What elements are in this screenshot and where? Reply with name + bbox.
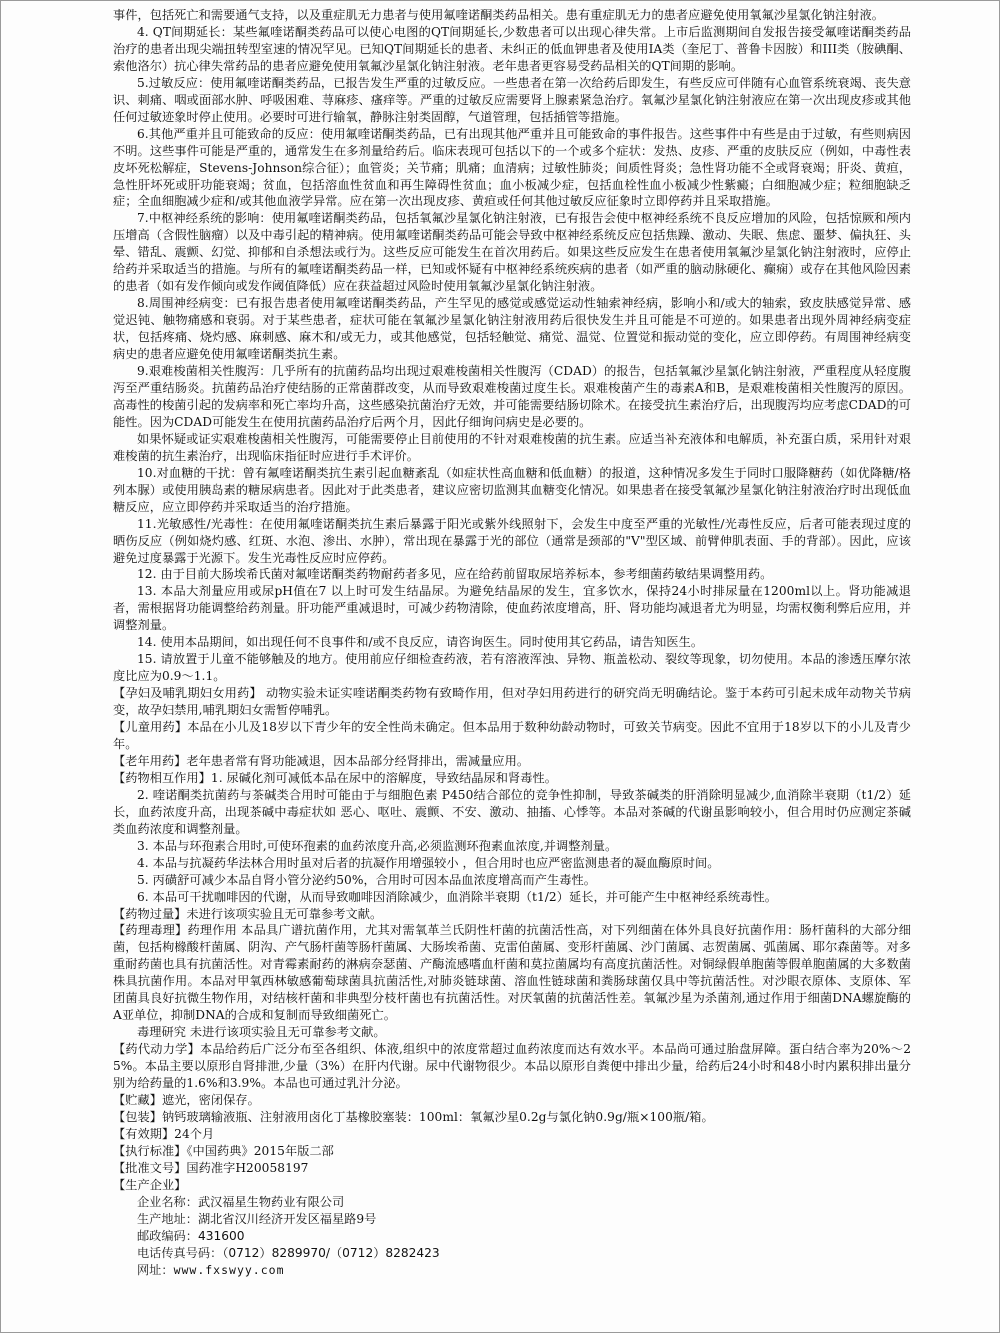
paragraph: 【药理毒理】药理作用 本品具广谱抗菌作用，尤其对需氧革兰氏阴性杆菌的抗菌活性高，对下列细菌在体外具良好抗菌作用：肠杆菌科的大部分细菌，包括枸橼酸杆菌属、阴沟、产气肠杆菌等肠杆菌属、大肠埃希菌、克雷伯菌属、变形杆菌属、沙门菌属、志贺菌属、弧菌属、耶尔森菌等。对多重耐药菌也具有抗菌活性。对青霉素耐药的淋病奈瑟菌、产酶流感嗜血杆菌和莫拉菌属均有高度抗菌活性。对铜绿假单胞菌等假单胞菌属的大多数菌株具抗菌作用。本品对甲氧西林敏感葡萄球菌具抗菌活性,对肺炎链球菌、溶血性链球菌和粪肠球菌仅具中等抗菌活性。对沙眼衣原体、支原体、军团菌具良好抗微生物作用，对结核杆菌和非典型分枝杆菌也有抗菌活性。对厌氧菌的抗菌活性差。氧氟沙星为杀菌剂,通过作用于细菌DNA螺旋酶的A亚单位，抑制DNA的合成和复制而导致细菌死亡。	[113, 923, 911, 1023]
paragraph: 【孕妇及哺乳期妇女用药】 动物实验未证实喹诺酮类药物有致畸作用，但对孕妇用药进行的研究尚无明确结论。鉴于本药可引起未成年动物关节病变，故孕妇禁用,哺乳期妇女需暂停哺乳。	[113, 686, 911, 718]
paragraph: 14. 使用本品期间，如出现任何不良事件和/或不良反应，请咨询医生。同时使用其它药品，请告知医生。	[137, 635, 704, 650]
company-website-label: 网址：	[137, 1262, 174, 1277]
paragraph: 10.对血糖的干扰：曾有氟喹诺酮类抗生素引起血糖紊乱（如症状性高血糖和低血糖）的报道，这种情况多发生于同时口服降糖药（如优降糖/格列本脲）或使用胰岛素的糖尿病患者。因此对于此类患者，建议应密切监测其血糖变化情况。如果患者在接受氧氟沙星氯化钠注射液治疗时出现低血糖反应，应立即停药并采取适当的治疗措施。	[113, 465, 911, 514]
company-postcode	[113, 1228, 911, 1245]
paragraph: 6.其他严重并且可能致命的反应：使用氟喹诺酮类药品，已有出现其他严重并且可能致命的事件报告。这些事件中有些是由于过敏，有些则病因不明。这些事件可能是严重的，通常发生在多剂量给药后。临床表现可包括以下的一个或多个症状：发热、皮疹、严重的皮肤反应（例如，中毒性表皮坏死松解症，Stevens-Johnson综合征）；血管炎；关节痛；肌痛；血清病；过敏性肺炎；间质性肾炎；急性肾功能不全或肾衰竭；肝炎、黄疸，急性肝坏死或肝功能衰竭；贫血，包括溶血性贫血和再生障碍性贫血；血小板减少症，包括血栓性血小板减少性紫癜；白细胞减少症；粒细胞缺乏症；全血细胞减少症和/或其他血液学异常。应在第一次出现皮疹、黄疸或任何其他过敏反应征象时立即停药并且采取措施。	[113, 126, 911, 209]
paragraph: 【有效期】24个月	[113, 1126, 215, 1141]
company-website	[113, 1262, 911, 1279]
company-name	[113, 1194, 911, 1211]
company-website-value: www.fxswyy.com	[173, 1262, 285, 1277]
company-address-value: 湖北省汉川经济开发区福星路9号	[197, 1211, 377, 1226]
paragraph: 4. QT间期延长：某些氟喹诺酮类药品可以使心电图的QT间期延长,少数患者可以出现心律失常。上市后监测期间自发报告接受氟喹诺酮类药品治疗的患者出现尖端扭转型室速的情况罕见。已知QT间期延长的患者、未纠正的低血钾患者及使用IA类（奎尼丁、普鲁卡因胺）和III类（胺碘酮、索他洛尔）抗心律失常药品的患者应避免使用氧氟沙星氯化钠注射液。老年患者更容易受药品相关的QT间期的影响。	[113, 24, 911, 73]
company-name-value: 武汉福星生物药业有限公司	[197, 1194, 345, 1209]
company-phone-value: （0712）8289970/（0712）8282423	[222, 1245, 440, 1260]
company-address-label: 生产地址：	[137, 1211, 198, 1226]
paragraph: 【药物过量】未进行该项实验且无可靠参考文献。	[113, 906, 383, 921]
paragraph: 如果怀疑或证实艰难梭菌相关性腹泻，可能需要停止目前使用的不针对艰难梭菌的抗生素。应适当补充液体和电解质，补充蛋白质，采用针对艰难梭菌的抗生素治疗，出现临床指征时应进行手术评价。	[113, 431, 911, 463]
paragraph: 9.艰难梭菌相关性腹泻：几乎所有的抗菌药品均出现过艰难梭菌相关性腹泻（CDAD）的报告，包括氧氟沙星氯化钠注射液，严重程度从轻度腹泻至严重结肠炎。抗菌药品治疗使结肠的正常菌群改变，从而导致艰难梭菌过度生长。艰难梭菌产生的毒素A和B，是艰难梭菌相关性腹泻的原因。高毒性的梭菌引起的发病率和死亡率均升高，这些感染抗菌治疗无效，并可能需要结肠切除术。在接受抗生素治疗后，出现腹泻均应考虑CDAD的可能性。因为CDAD可能发生在使用抗菌药品治疗后两个月，因此仔细询问病史是必要的。	[113, 364, 911, 429]
paragraph: 【贮藏】遮光，密闭保存。	[113, 1093, 260, 1107]
paragraph: 4. 本品与抗凝药华法林合用时虽对后者的抗凝作用增强较小 ，但合用时也应严密监测患者的凝血酶原时间。	[137, 855, 720, 870]
paragraph: 毒理研究 未进行该项实验且无可靠参考文献。	[137, 1025, 386, 1040]
paragraph: 2. 喹诺酮类抗菌药与茶碱类合用时可能由于与细胞色素 P450结合部位的竞争性抑制，导致茶碱类的肝消除明显减少,血消除半衰期（t1/2）延长，血药浓度升高，出现茶碱中毒症状如 恶心、呕吐、震颤、不安、激动、抽搐、心悸等。本品对茶碱的代谢虽影响较小，但合用时仍应测定茶碱类血药浓度和调整剂量。	[113, 787, 911, 836]
paragraph: 【生产企业】	[113, 1177, 187, 1192]
company-address	[113, 1211, 911, 1228]
paragraph: 8.周围神经病变：已有报告患者使用氟喹诺酮类药品，产生罕见的感觉或感觉运动性轴索神经病，影响小和/或大的轴索，致皮肤感觉异常、感觉迟钝、触物痛感和衰弱。对于某些患者，症状可能在氧氟沙星氯化钠注射液用药后很快发生并且可能是不可逆的。如果患者出现外周神经病变症状，包括疼痛、烧灼感、麻刺感、麻木和/或无力，或其他感觉，包括轻触觉、痛觉、温觉、位置觉和振动觉的变化，应立即停药。有周围神经病变病史的患者应避免使用氟喹诺酮类抗生素。	[113, 296, 911, 362]
paragraph: 12. 由于目前大肠埃希氏菌对氟喹诺酮类药物耐药者多见，应在给药前留取尿培养标本，参考细菌药敏结果调整用药。	[137, 567, 773, 582]
paragraph: 【药代动力学】本品给药后广泛分布至各组织、体液,组织中的浓度常超过血药浓度而达有效水平。本品尚可通过胎盘屏障。蛋白结合率为20%～25%。本品主要以原形自肾排泄,少量（3%）在肝内代谢。尿中代谢物很少。本品以原形自粪便中排出少量，给药后24小时和48小时内累积排出量分别为给药量的1.6%和3.9%。本品也可通过乳汁分泌。	[113, 1042, 911, 1091]
paragraph: 5. 丙磺舒可减少本品自肾小管分泌约50%，合用时可因本品血浓度增高而产生毒性。	[137, 872, 596, 887]
paragraph: 7.中枢神经系统的影响：使用氟喹诺酮类药品，包括氧氟沙星氯化钠注射液，已有报告会使中枢神经系统不良反应增加的风险，包括惊厥和颅内压增高（含假性脑瘤）以及中毒引起的精神病。使用氟喹诺酮类药品可能会导致中枢神经系统反应包括焦躁、激动、失眠、焦虑、噩梦、偏执狂、头晕、错乱、震颤、幻觉、抑郁和自杀想法或行为。这些反应可能发生在首次用药后。如果这些反应发生在患者使用氧氟沙星氯化钠注射液时，应停止给药并采取适当的措施。与所有的氟喹诺酮类药品一样，已知或怀疑有中枢神经系统疾病的患者（如严重的脑动脉硬化、癫痫）或存在其他风险因素的患者（如有发作倾向或发作阈值降低）应在获益超过风险时使用氧氟沙星氯化钠注射液。	[113, 211, 911, 294]
paragraph: 【药物相互作用】1. 尿碱化剂可减低本品在尿中的溶解度，导致结晶尿和肾毒性。	[113, 770, 557, 785]
company-postcode-value: 431600	[197, 1228, 245, 1243]
paragraph: 6. 本品可干扰咖啡因的代谢，从而导致咖啡因消除减少，血消除半衰期（t1/2）延长，并可能产生中枢神经系统毒性。	[137, 889, 778, 904]
paragraph: 3. 本品与环孢素合用时,可使环孢素的血药浓度升高,必须监测环孢素血浓度,并调整剂量。	[137, 838, 618, 853]
paragraph: 【老年用药】老年患者常有肾功能减退，因本品部分经肾排出，需减量应用。	[113, 753, 530, 768]
paragraph: 【执行标准】《中国药典》2015年版二部	[113, 1143, 334, 1158]
company-phone	[113, 1245, 911, 1262]
paragraph: 【包装】钠钙玻璃输液瓶、注射液用卤化丁基橡胶塞装：100ml：氧氟沙星0.2g与氯化钠0.9g/瓶×100瓶/箱。	[113, 1109, 714, 1124]
paragraph: 13. 本品大剂量应用或尿pH值在7 以上时可发生结晶尿。为避免结晶尿的发生，宜多饮水，保持24小时排尿量在1200ml以上。肾功能减退者，需根据肾功能调整给药剂量。肝功能严重减退时，可减少药物清除，使血药浓度增高，肝、肾功能均减退者尤为明显，均需权衡利弊后应用，并调整剂量。	[113, 584, 911, 633]
paragraph: 事件，包括死亡和需要通气支持，以及重症肌无力患者与使用氟喹诺酮类药品相关。患有重症肌无力的患者应避免使用氧氟沙星氯化钠注射液。	[113, 8, 884, 22]
company-postcode-label: 邮政编码：	[137, 1228, 198, 1243]
paragraph: 5.过敏反应：使用氟喹诺酮类药品，已报告发生严重的过敏反应。一些患者在第一次给药后即发生，有些反应可伴随有心血管系统衰竭、丧失意识、刺痛、咽或面部水肿、呼吸困难、荨麻疹、瘙痒等。严重的过敏反应需要肾上腺素紧急治疗。氧氟沙星氯化钠注射液应在第一次出现皮疹或其他任何过敏迹象时停止使用。必要时可进行输氧，静脉注射类固醇，气道管理，包括插管等措施。	[113, 75, 911, 124]
paragraph: 11.光敏感性/光毒性：在使用氟喹诺酮类抗生素后暴露于阳光或紫外线照射下，会发生中度至严重的光敏性/光毒性反应，后者可能表现过度的晒伤反应（例如烧灼感、红斑、水泡、渗出、水肿），常出现在暴露于光的部位（通常是颈部的"V"型区域、前臂伸肌表面、手的背部）。因此，应该避免过度暴露于光源下。发生光毒性反应时应停药。	[113, 516, 911, 565]
paragraph: 15. 请放置于儿童不能够触及的地方。使用前应仔细检查药液，若有溶液浑浊、异物、瓶盖松动、裂纹等现象，切勿使用。本品的渗透压摩尔浓度比应为0.9～1.1。	[113, 652, 911, 684]
paragraph: 【儿童用药】本品在小儿及18岁以下青少年的安全性尚未确定。但本品用于数种幼龄动物时，可致关节病变。因此不宜用于18岁以下的小儿及青少年。	[113, 720, 911, 751]
company-phone-label: 电话传真号码：	[137, 1245, 223, 1260]
leaflet-text	[113, 7, 911, 1278]
paragraph: 【批准文号】国药准字H20058197	[113, 1160, 309, 1175]
company-name-label: 企业名称：	[137, 1194, 198, 1209]
